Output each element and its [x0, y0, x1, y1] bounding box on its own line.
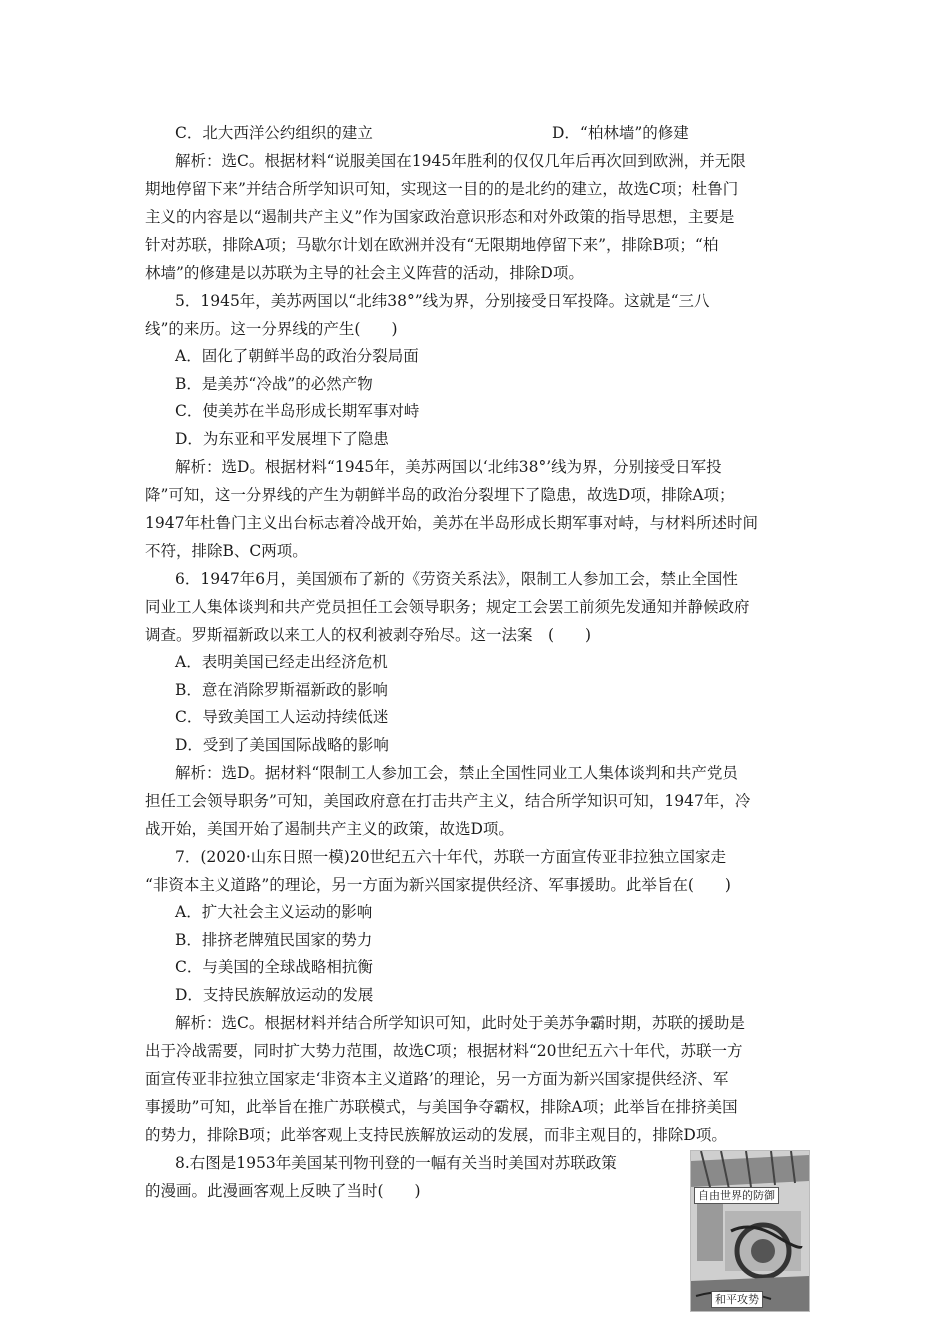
- option-d: D．为东亚和平发展埋下了隐患: [175, 430, 389, 448]
- question-stem: 线”的来历。这一分界线的产生( ): [145, 320, 398, 338]
- analysis-line: 不符，排除B、C两项。: [145, 542, 308, 560]
- cartoon-caption-bottom: 和平攻势: [711, 1291, 763, 1308]
- question-stem: 7．(2020·山东日照一模)20世纪五六十年代，苏联一方面宣传亚非拉独立国家走: [175, 848, 727, 866]
- question-stem: 调查。罗斯福新政以来工人的权利被剥夺殆尽。这一法案 ( ): [145, 626, 592, 644]
- cartoon-illustration: [691, 1151, 809, 1311]
- analysis-line: 解析：选C。根据材料“说服美国在1945年胜利的仅仅几年后再次回到欧洲，并无限: [175, 152, 746, 170]
- analysis-line: 解析：选D。据材料“限制工人参加工会，禁止全国性同业工人集体谈判和共产党员: [175, 764, 738, 782]
- option-c: C．使美苏在半岛形成长期军事对峙: [175, 402, 420, 420]
- option-b: B．意在消除罗斯福新政的影响: [175, 681, 388, 699]
- option-b: B．排挤老牌殖民国家的势力: [175, 931, 373, 949]
- analysis-line: 期地停留下来”并结合所学知识可知，实现这一目的的是北约的建立，故选C项；杜鲁门: [145, 180, 739, 198]
- option-a: A．固化了朝鲜半岛的政治分裂局面: [175, 347, 419, 365]
- option-a: A．表明美国已经走出经济危机: [175, 653, 388, 671]
- analysis-line: 主义的内容是以“遏制共产主义”作为国家政治意识形态和对外政策的指导思想，主要是: [145, 208, 735, 226]
- question-stem: 的漫画。此漫画客观上反映了当时( ): [145, 1182, 421, 1200]
- option-d: D．支持民族解放运动的发展: [175, 986, 374, 1004]
- option-c: C．导致美国工人运动持续低迷: [175, 708, 389, 726]
- option-c: C．与美国的全球战略相抗衡: [175, 958, 373, 976]
- analysis-line: 战开始，美国开始了遏制共产主义的政策，故选D项。: [145, 820, 514, 838]
- political-cartoon-image: [690, 1150, 810, 1312]
- question-stem: 同业工人集体谈判和共产党员担任工会领导职务；规定工会罢工前须先发通知并静候政府: [145, 598, 750, 616]
- option-c: C．北大西洋公约组织的建立: [175, 124, 373, 142]
- analysis-line: 出于冷战需要，同时扩大势力范围，故选C项；根据材料“20世纪五六十年代，苏联一方: [145, 1042, 743, 1060]
- option-a: A．扩大社会主义运动的影响: [175, 903, 373, 921]
- option-d: D．受到了美国国际战略的影响: [175, 736, 389, 754]
- question-stem: 8.右图是1953年美国某刊物刊登的一幅有关当时美国对苏联政策: [175, 1154, 617, 1172]
- cartoon-caption-top: 自由世界的防御: [694, 1187, 779, 1204]
- analysis-line: 针对苏联，排除A项；马歇尔计划在欧洲并没有“无限期地停留下来”，排除B项；“柏: [145, 236, 719, 254]
- analysis-line: 面宣传亚非拉独立国家走‘非资本主义道路’的理论，另一方面为新兴国家提供经济、军: [145, 1070, 729, 1088]
- analysis-line: 降”可知，这一分界线的产生为朝鲜半岛的政治分裂埋下了隐患，故选D项，排除A项；: [145, 486, 735, 504]
- question-stem: “非资本主义道路”的理论，另一方面为新兴国家提供经济、军事援助。此举旨在( ): [145, 876, 731, 894]
- analysis-line: 解析：选C。根据材料并结合所学知识可知，此时处于美苏争霸时期，苏联的援助是: [175, 1014, 745, 1032]
- analysis-line: 林墙”的修建是以苏联为主导的社会主义阵营的活动，排除D项。: [145, 264, 584, 282]
- question-stem: 6．1947年6月，美国颁布了新的《劳资关系法》，限制工人参加工会，禁止全国性: [175, 570, 738, 588]
- analysis-line: 解析：选D。根据材料“1945年，美苏两国以‘北纬38°’线为界，分别接受日军投: [175, 458, 722, 476]
- question-stem: 5．1945年，美苏两国以“北纬38°”线为界，分别接受日军投降。这就是“三八: [175, 292, 710, 310]
- option-b: B．是美苏“冷战”的必然产物: [175, 375, 373, 393]
- analysis-line: 担任工会领导职务”可知，美国政府意在打击共产主义，结合所学知识可知，1947年，冷: [145, 792, 751, 810]
- option-d: D．“柏林墙”的修建: [552, 124, 689, 142]
- analysis-line: 1947年杜鲁门主义出台标志着冷战开始，美苏在半岛形成长期军事对峙，与材料所述时间: [145, 514, 758, 532]
- analysis-line: 事援助”可知，此举旨在推广苏联模式，与美国争夺霸权，排除A项；此举旨在排挤美国: [145, 1098, 738, 1116]
- analysis-line: 的势力，排除B项；此举客观上支持民族解放运动的发展，而非主观目的，排除D项。: [145, 1126, 727, 1144]
